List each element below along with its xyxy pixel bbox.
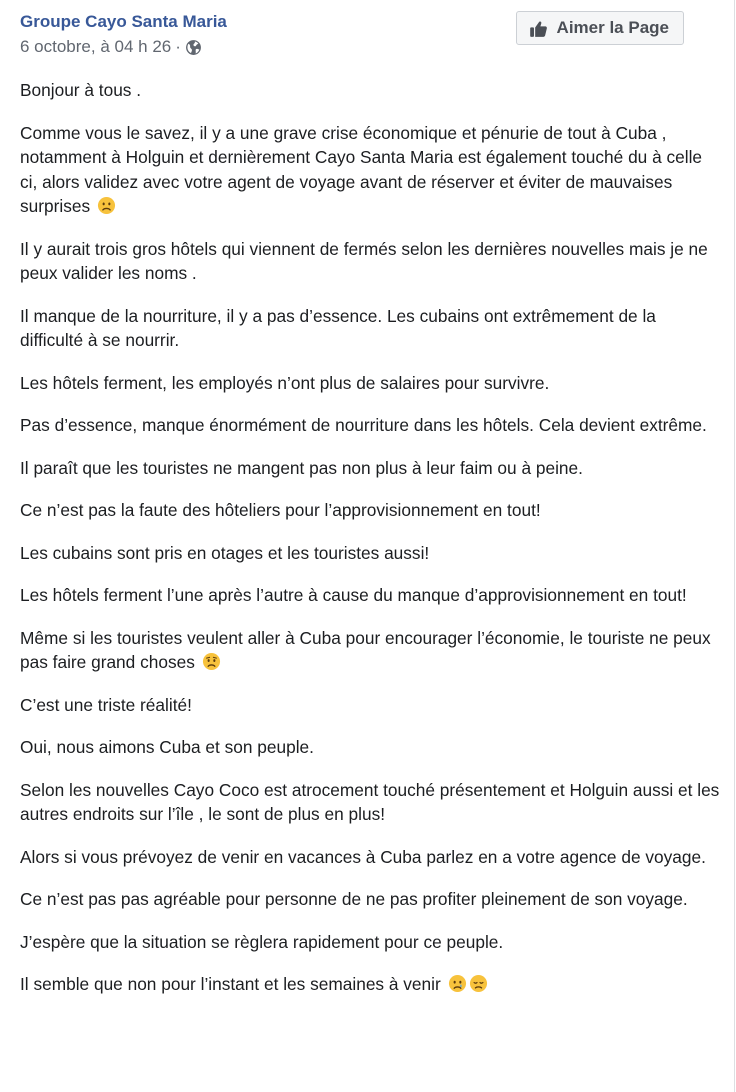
paragraph [20,930,720,955]
post-meta [20,36,202,58]
paragraph [20,735,720,760]
frowning-face-emoji [97,196,116,215]
paragraph [20,778,720,827]
paragraph [20,237,720,286]
meta-separator: · [175,37,181,56]
post-body [20,78,720,1015]
paragraph-text: Il manque de la nourriture, il y a pas d’essence. Les cubains ont extrêmement de la difficulté à se nourrir. [20,305,656,350]
paragraph [20,304,720,353]
paragraph-text: Même si les touristes veulent aller à Cuba pour encourager l’économie, le touriste ne peux pas faire grand choses [20,627,711,672]
paragraph [20,972,720,997]
globe-icon[interactable] [185,39,202,56]
paragraph [20,371,720,396]
paragraph [20,626,720,675]
paragraph-text: Comme vous le savez, il y a une grave crise économique et pénurie de tout à Cuba , notamment à Holguin et dernièrement Cayo Santa Maria est également touché du à celle ci, alors validez avec votre agent de voyage avant de réserver et éviter de mauvaises surprises [20,122,703,216]
thumbs-up-icon [529,19,548,38]
paragraph-text: C’est une triste réalité! [20,694,192,715]
paragraph [20,693,720,718]
paragraph-text: Ce n’est pas pas agréable pour personne de ne pas profiter pleinement de son voyage. [20,889,688,909]
paragraph-text: Il y aurait trois gros hôtels qui viennent de fermés selon les dernières nouvelles mais je ne peux valider les noms . [20,238,708,283]
disappointed-face-emoji [469,974,488,993]
paragraph [20,413,720,438]
paragraph-text: Pas d’essence, manque énormément de nourriture dans les hôtels. Cela devient extrême. [20,415,707,435]
paragraph [20,456,720,481]
post-timestamp[interactable]: 6 octobre, à 04 h 26 [20,37,172,56]
crying-face-emoji [448,974,467,993]
like-button-label: Aimer la Page [556,18,669,37]
paragraph-text: Les hôtels ferment l’une après l’autre à cause du manque d’approvisionnement en tout! [20,585,687,605]
post-header [20,10,714,60]
paragraph [20,121,720,219]
paragraph-text: Il paraît que les touristes ne mangent pas non plus à leur faim ou à peine. [20,457,583,478]
paragraph-text: Il semble que non pour l’instant et les semaines à venir [20,974,441,994]
paragraph-text: Les cubains sont pris en otages et les touristes aussi! [20,542,430,563]
paragraph-text: Selon les nouvelles Cayo Coco est atrocement touché présentement et Holguin aussi et les autres endroits sur l’île , le sont de plus en plus! [20,779,720,824]
paragraph [20,887,720,912]
page-name-link[interactable]: Groupe Cayo Santa Maria [20,12,227,31]
paragraph-text: Les hôtels ferment, les employés n’ont plus de salaires pour survivre. [20,372,550,393]
paragraph [20,498,720,523]
sad-face-emoji [202,652,221,671]
paragraph-text: Bonjour à tous . [20,80,142,100]
like-page-button[interactable] [516,11,684,45]
paragraph [20,541,720,566]
paragraph [20,583,720,608]
paragraph [20,78,720,103]
paragraph-text: Alors si vous prévoyez de venir en vacances à Cuba parlez en a votre agence de voyage. [20,846,706,867]
paragraph-text: Oui, nous aimons Cuba et son peuple. [20,737,314,757]
paragraph-text: J’espère que la situation se règlera rapidement pour ce peuple. [20,931,504,952]
paragraph [20,845,720,870]
paragraph-text: Ce n’est pas la faute des hôteliers pour l’approvisionnement en tout! [20,500,541,520]
